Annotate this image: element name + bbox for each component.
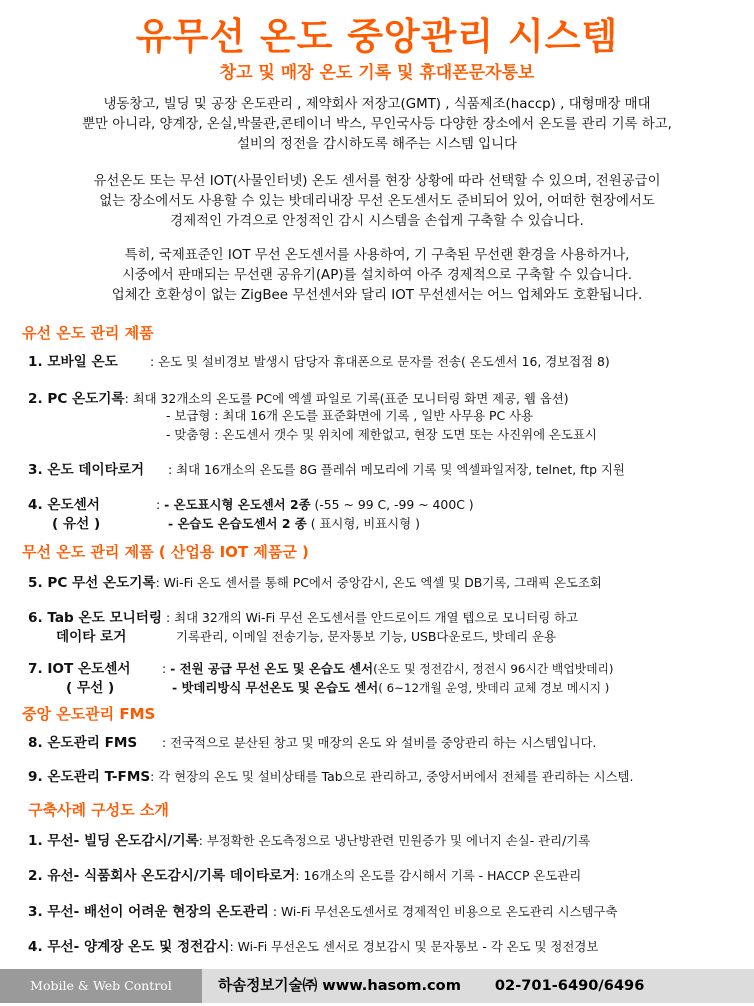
case-item bbox=[28, 900, 617, 920]
item-1 bbox=[28, 350, 610, 370]
section-heading-wired: 유선 온도 관리 제품 bbox=[22, 324, 154, 342]
item-line-rest: (온도 및 정전감시, 정전시 96시간 백업밧데리) bbox=[373, 662, 614, 676]
intro-line: 뿐만 아니라, 양계장, 온실,박물관,콘테이너 박스, 무인국사등 다양한 장소에서 온도를 관리 기록 하고, bbox=[82, 117, 672, 132]
footer-contact bbox=[218, 969, 644, 1003]
item-line-rest: (-55 ~ 99 C, -99 ~ 400C ) bbox=[310, 497, 474, 512]
intro-line: 경제적인 가격으로 안정적인 감시 시스템을 손쉽게 구축할 수 있습니다. bbox=[170, 214, 584, 229]
item-line-rest: ( 표시형, 비표시형 ) bbox=[306, 516, 420, 531]
item-2-sub-1: - 보급형 : 최대 16개 온도를 표준화면에 기록 , 일반 사무용 PC 사용 bbox=[166, 408, 534, 423]
item-text: : Wi-Fi 온도 센서를 통해 PC에서 중앙감시, 온도 엑셀 및 DB기록, 그래픽 온도조회 bbox=[155, 575, 602, 590]
item-label: 9. 온도관리 T-FMS bbox=[28, 769, 151, 785]
case-text: : 부정확한 온도측정으로 냉난방관련 민원증가 및 에너지 손실- 관리/기록 bbox=[198, 833, 591, 848]
case-label: 2. 유선- 식품회사 온도감시/기록 데이타로거 bbox=[28, 868, 296, 884]
item-label: 1. 모바일 온도 bbox=[28, 354, 118, 370]
item-4 bbox=[28, 493, 474, 513]
item-label: 8. 온도관리 FMS bbox=[28, 735, 138, 751]
phone-number: 02-701-6490/6496 bbox=[494, 977, 645, 994]
item-text: : 최대 32개의 Wi-Fi 무선 온도센서를 안드로이드 개열 텝으로 모니터링 하고 bbox=[166, 610, 579, 625]
page-title: 유무선 온도 중앙관리 시스템 bbox=[135, 15, 619, 58]
case-item bbox=[28, 864, 581, 884]
item-label-2: ( 유선 ) bbox=[52, 516, 101, 532]
intro-line: 설비의 정전을 감시하도록 해주는 시스템 입니다 bbox=[237, 137, 517, 152]
section-heading-cases: 구축사례 구성도 소개 bbox=[28, 801, 169, 819]
footer-tagline: Mobile & Web Control bbox=[0, 969, 202, 1003]
item-5 bbox=[28, 571, 602, 591]
item-2 bbox=[28, 387, 569, 407]
intro-line: 없는 장소에서도 사용할 수 있는 밧데리내장 무선 온도센서도 준비되어 있어, 어떠한 현장에서도 bbox=[99, 194, 655, 209]
item-3 bbox=[28, 458, 625, 478]
case-text: : 16개소의 온도를 감시해서 기록 - HACCP 온도관리 bbox=[295, 868, 582, 883]
item-label-2: ( 무선 ) bbox=[66, 680, 115, 696]
item-text: : 최대 16개소의 온도를 8G 플레쉬 메모리에 기록 및 엑셀파일저장, telnet, ftp 지원 bbox=[168, 462, 625, 477]
item-text: : 전국적으로 분산된 창고 및 매장의 온도 와 설비를 중앙관리 하는 시스템입니다. bbox=[162, 735, 597, 750]
intro-line: 특히, 국제표준인 IOT 무선 온도센서를 사용하여, 기 구축된 무선랜 환경을 사용하거나, bbox=[124, 248, 630, 263]
section-heading-fms: 중앙 온도관리 FMS bbox=[22, 705, 156, 723]
intro-line: 업체간 호환성이 없는 ZigBee 무선센서와 달리 IOT 무선센서는 어느 업체와도 호환됩니다. bbox=[111, 288, 643, 303]
item-label: 2. PC 온도기록 bbox=[28, 391, 125, 407]
item-7 bbox=[28, 657, 614, 677]
item-label: 6. Tab 온도 모니터링 bbox=[28, 610, 163, 626]
case-text: : Wi-Fi 무선온도센서로 경제적인 비용으로 온도관리 시스템구축 bbox=[268, 904, 618, 919]
intro-line: 냉동창고, 빌딩 및 공장 온도관리 , 제약회사 저장고(GMT) , 식품제조(haccp) , 대형매장 매대 bbox=[103, 97, 651, 112]
intro-line: 시중에서 판매되는 무선랜 공유기(AP)를 설치하여 아주 경제적으로 구축할 수 있습니다. bbox=[121, 268, 633, 283]
item-4-line-2 bbox=[52, 512, 420, 532]
item-label: 7. IOT 온도센서 bbox=[28, 661, 131, 677]
item-8 bbox=[28, 731, 596, 751]
item-text-2: 기록관리, 이메일 전송기능, 문자통보 기능, USB다운로드, 밧데리 운용 bbox=[176, 629, 556, 644]
intro-paragraph-3 bbox=[0, 246, 754, 306]
item-colon: : bbox=[162, 661, 167, 676]
item-label-2: 데이타 로거 bbox=[56, 629, 127, 645]
item-label: 4. 온도센서 bbox=[28, 497, 100, 513]
intro-paragraph-1 bbox=[0, 95, 754, 155]
item-2-sub-2: - 맞춤형 : 온도센서 갯수 및 위치에 제한없고, 현장 도면 또는 사진위에 온도표시 bbox=[166, 427, 597, 442]
page-subtitle: 창고 및 매장 온도 기록 및 휴대폰문자통보 bbox=[219, 63, 535, 83]
item-line-rest: ( 6~12개월 운영, 밧데리 교체 경보 메시지 ) bbox=[378, 681, 610, 695]
case-item bbox=[28, 935, 598, 955]
item-text: : 각 현장의 온도 및 설비상태를 Tab으로 관리하고, 중앙서버에서 전체를 관리하는 시스템. bbox=[150, 769, 634, 784]
case-label: 1. 무선- 빌딩 온도감시/기록 bbox=[28, 833, 199, 849]
item-6 bbox=[28, 606, 578, 626]
intro-line: 유선온도 또는 무선 IOT(사물인터넷) 온도 센서를 현장 상황에 따라 선택할 수 있으며, 전원공급이 bbox=[93, 174, 661, 189]
item-line-bold: - 밧데리방식 무선온도 및 온습도 센서 bbox=[172, 680, 379, 695]
section-heading-wireless: 무선 온도 관리 제품 ( 산업용 IOT 제품군 ) bbox=[22, 543, 309, 561]
item-label: 3. 온도 데이타로거 bbox=[28, 462, 145, 478]
item-line-bold: - 전원 공급 무선 온도 및 온습도 센서 bbox=[170, 661, 374, 676]
item-7-line-2 bbox=[66, 676, 609, 696]
footer-bar bbox=[0, 969, 754, 1003]
case-label: 3. 무선- 배선이 어려운 현장의 온도관리 bbox=[28, 904, 269, 920]
case-item bbox=[28, 829, 590, 849]
case-text: : Wi-Fi 무선온도 센서로 경보감시 및 문자통보 - 각 온도 및 정전경보 bbox=[229, 939, 599, 954]
item-text: : 최대 32개소의 온도를 PC에 엑셀 파일로 기록(표준 모니터링 화면 제공, 웹 옵션) bbox=[124, 391, 569, 406]
item-colon: : bbox=[156, 497, 161, 512]
case-label: 4. 무선- 양계장 온도 및 정전감시 bbox=[28, 939, 230, 955]
item-text: : 온도 및 설비경보 발생시 담당자 휴대폰으로 문자를 전송( 온도센서 16, 경보접점 8) bbox=[150, 354, 610, 369]
company-website-link[interactable]: 하솜정보기술㈜ www.hasom.com bbox=[218, 977, 461, 994]
intro-paragraph-2 bbox=[0, 172, 754, 232]
item-label: 5. PC 무선 온도기록 bbox=[28, 575, 156, 591]
item-9 bbox=[28, 765, 633, 785]
item-line-bold: - 온도표시형 온도센서 2종 bbox=[164, 497, 311, 512]
item-6-line-2 bbox=[56, 625, 556, 645]
item-line-bold: - 온습도 온습도센서 2 종 bbox=[168, 516, 307, 531]
